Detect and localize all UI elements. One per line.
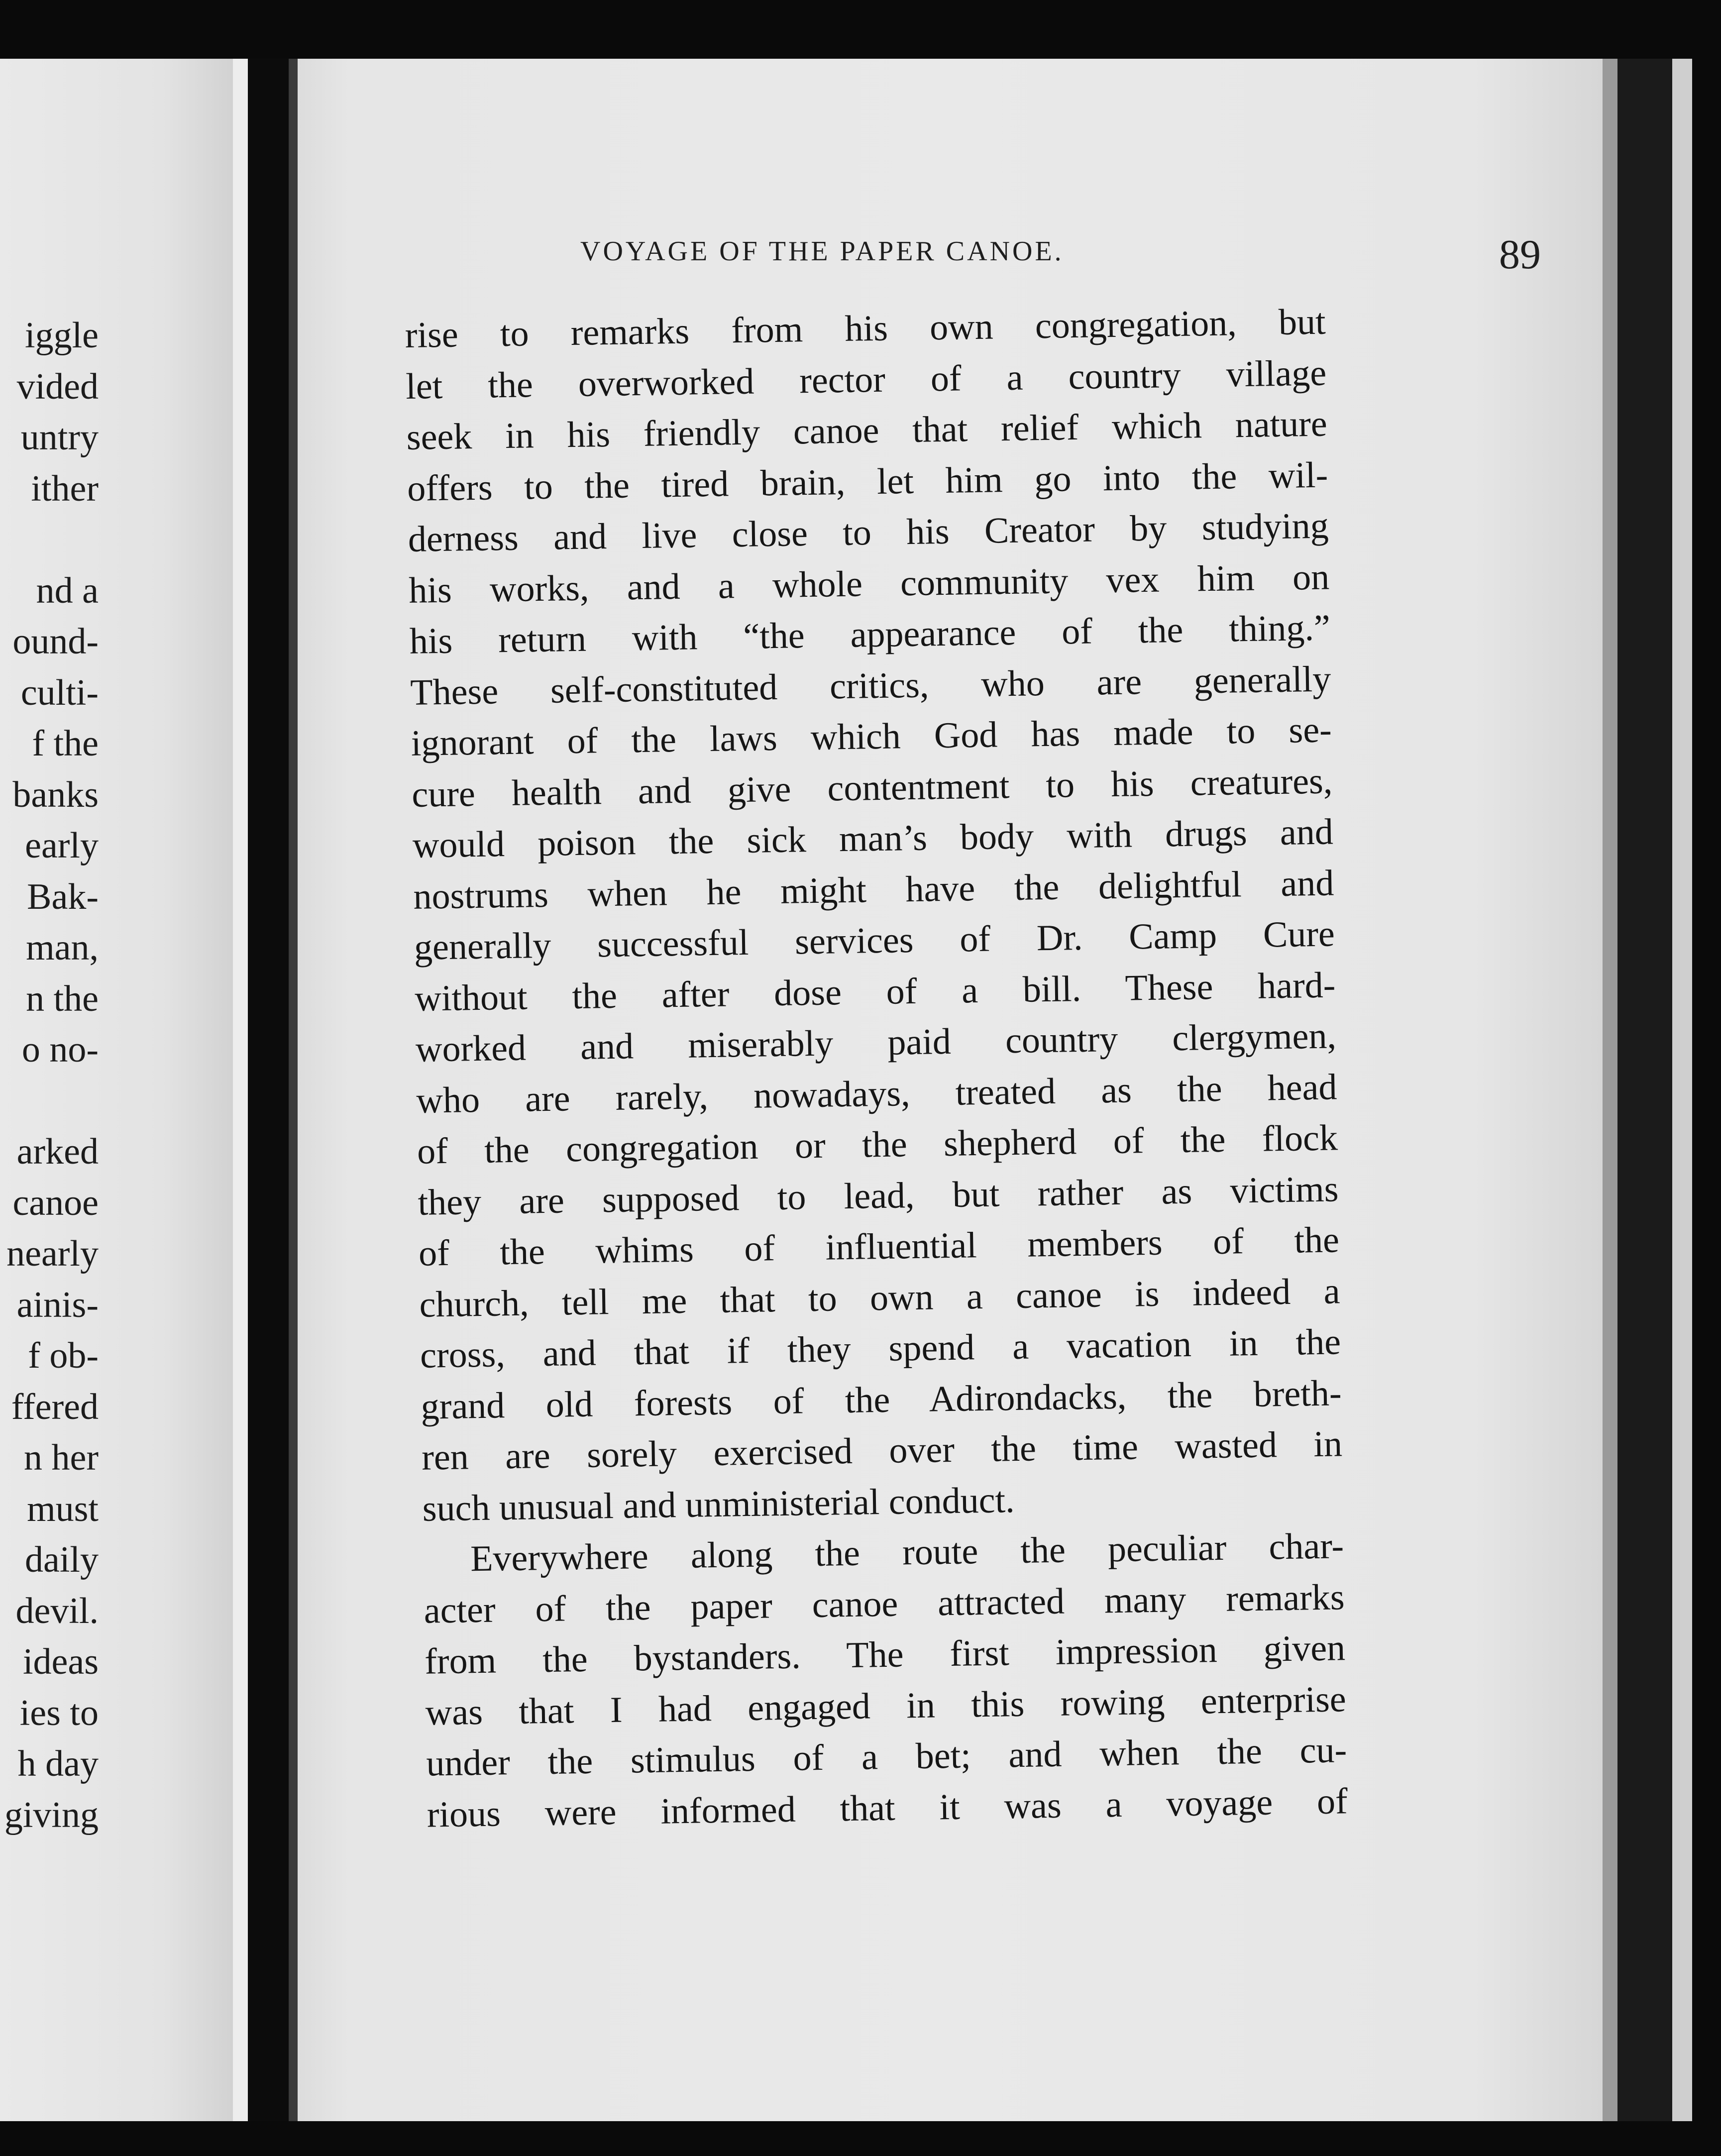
left-page-fragment-line: n her: [24, 1437, 99, 1478]
left-page-fragment-line: daily: [25, 1539, 99, 1580]
left-page-fragment-line: Bak-: [17, 876, 99, 917]
left-page-fragment-line: arked: [16, 1131, 99, 1172]
left-page-text-fragments: [4, 310, 99, 1840]
left-page-fragment-line: n the: [26, 978, 99, 1019]
left-page-fragment-line: culti-: [20, 672, 99, 713]
left-page-fragment-line: man,: [26, 927, 99, 968]
text-line: grand old forests of the Adirondacks, the breth-: [421, 1372, 1342, 1427]
left-page-fragment-line: banks: [12, 774, 99, 815]
book-page: [298, 59, 1603, 2121]
left-page-fragment-line: h day: [17, 1743, 99, 1784]
text-line: was that I had engaged in this rowing enterprise: [425, 1678, 1347, 1733]
left-page-fragment-line: untry: [20, 417, 99, 458]
left-page-fragment-line: ither: [31, 468, 99, 509]
text-line: derness and live close to his Creator by studying: [408, 505, 1329, 560]
scan-right-border: [1692, 0, 1721, 2156]
text-line: These self-constituted critics, who are generally: [410, 658, 1331, 713]
text-line: rise to remarks from his own congregation, but: [405, 301, 1326, 356]
left-page-fragment-line: ies to: [19, 1692, 99, 1733]
text-line: who are rarely, nowadays, treated as the head: [416, 1066, 1337, 1121]
left-page-fragment-line: iggle: [25, 315, 99, 356]
text-line: offers to the tired brain, let him go into the wil-: [407, 454, 1328, 509]
text-line: rious were informed that it was a voyage of: [427, 1780, 1348, 1835]
text-line: they are supposed to lead, but rather as victims: [417, 1168, 1339, 1223]
scan-bottom-border: [0, 2121, 1721, 2156]
left-page-fragment-line: nearly: [6, 1233, 99, 1274]
left-page-fragment-line: vided: [16, 366, 99, 407]
text-line: under the stimulus of a bet; and when the cu-: [426, 1729, 1347, 1784]
scan-top-border: [0, 0, 1721, 59]
body-text: [405, 297, 1348, 1840]
left-page-fragment-line: o no-: [21, 1029, 99, 1070]
left-page-fragment-line: ffered: [11, 1386, 99, 1427]
page-number: 89: [1499, 231, 1541, 278]
left-page-fragment-line: ound-: [12, 621, 99, 662]
left-page-fragment-line: early: [25, 825, 99, 866]
text-line: worked and miserably paid country clergymen,: [415, 1015, 1337, 1070]
left-page-fragment-line: f ob-: [28, 1335, 99, 1376]
left-page-fragment-line: nd a: [36, 570, 99, 611]
running-title: VOYAGE OF THE PAPER CANOE.: [580, 236, 1064, 267]
text-line: cure health and give contentment to his creatures,: [411, 760, 1333, 815]
text-line: without the after dose of a bill. These hard-: [414, 964, 1336, 1019]
left-page-fragment-line: [4, 514, 99, 565]
left-page-fragment-line: devil.: [15, 1590, 99, 1631]
text-line: generally successful services of Dr. Camp Cure: [414, 913, 1335, 968]
text-line: Everywhere along the route the peculiar char-: [470, 1525, 1344, 1580]
left-page-fragment-line: ainis-: [16, 1284, 99, 1325]
text-line: of the whims of influential members of the: [418, 1219, 1340, 1274]
text-line: such unusual and unministerial conduct.: [422, 1479, 1015, 1529]
text-line: church, tell me that to own a canoe is indeed a: [419, 1270, 1341, 1325]
text-line: seek in his friendly canoe that relief which nature: [406, 403, 1328, 458]
running-head: [580, 230, 1541, 285]
left-page-fragment-line: f the: [32, 723, 99, 764]
text-line: of the congregation or the shepherd of the flock: [417, 1117, 1338, 1172]
text-line: would poison the sick man’s body with drugs and: [412, 811, 1334, 866]
left-spine-edge: [289, 59, 298, 2121]
paragraph: [405, 297, 1343, 1534]
right-edge-strip: [1672, 59, 1692, 2121]
paragraph: [423, 1520, 1348, 1840]
text-line: his works, and a whole community vex him on: [408, 556, 1330, 611]
left-page-fragment-line: giving: [4, 1794, 99, 1835]
left-page-fragment-line: [4, 1076, 99, 1127]
text-line: cross, and that if they spend a vacation in the: [420, 1321, 1341, 1376]
left-page-fragment-line: canoe: [12, 1182, 99, 1223]
text-line: ignorant of the laws which God has made to se-: [411, 709, 1332, 764]
text-line: acter of the paper canoe attracted many remarks: [424, 1576, 1345, 1631]
text-line: his return with “the appearance of the thing.”: [409, 607, 1331, 662]
text-line: nostrums when he might have the delightful and: [413, 862, 1334, 917]
right-edge-shadow: [1617, 59, 1672, 2121]
text-line: ren are sorely exercised over the time wasted in: [421, 1423, 1343, 1478]
left-page-fragment-line: ideas: [22, 1641, 99, 1682]
left-spine-shadow: [248, 59, 289, 2121]
left-page-fragment-line: must: [27, 1488, 99, 1529]
text-line: let the overworked rector of a country village: [405, 352, 1327, 407]
left-page: [0, 59, 233, 2121]
right-page-edge: [1603, 59, 1617, 2121]
text-line: from the bystanders. The first impression given: [424, 1627, 1346, 1682]
